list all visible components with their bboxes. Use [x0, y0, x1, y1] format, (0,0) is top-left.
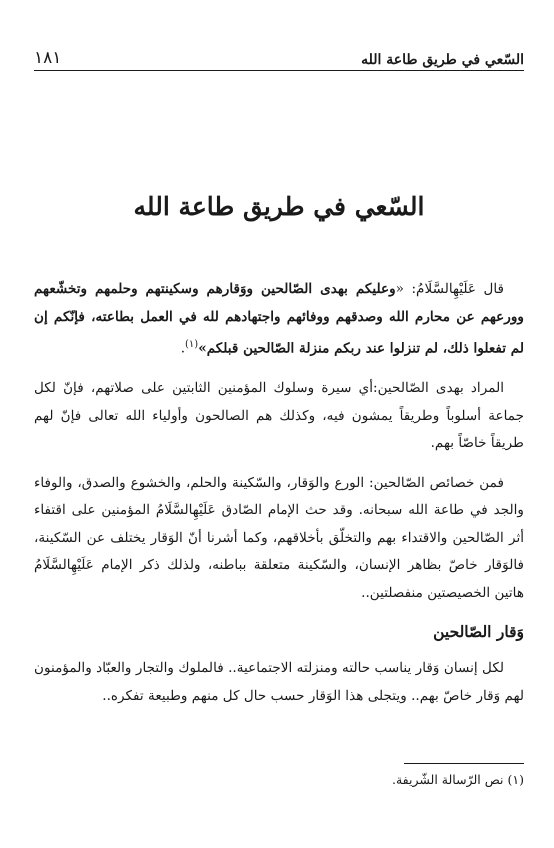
header-rule [34, 70, 524, 71]
section-heading: وَقار الصّالحين [433, 622, 524, 642]
running-header [34, 38, 524, 68]
quote-close: » [198, 340, 207, 357]
quote-end: . [180, 340, 186, 357]
paragraph-quote [34, 276, 524, 363]
running-title: السّعي في طريق طاعة الله [361, 52, 524, 68]
footnote [34, 770, 524, 790]
footnote-rule [404, 763, 524, 764]
footnote-number: (١) [507, 772, 524, 787]
quote-text: وعليكم بهدى الصّالحين ووَقارهم وسكينتهم وحلمهم وتخشّعهم وورعهم عن محارم الله وصدقهم ووفائهم واجتهادهم لله في العمل بطاعته، فإنّكم إن لم تفعلوا ذلك، لم تنزلوا عند ربكم منزلة الصّالحين قبلكم [34, 281, 524, 357]
page-number: ١٨١ [34, 48, 62, 68]
paragraph-traits: فمن خصائص الصّالحين: الورع والوَقار، والسّكينة والحلم، والخشوع والصدق، والوفاء والجد في طاعة الله سبحانه. وقد حث الإمام الصّادق عَلَيْهِالسَّلَامُ المؤمنين على اقتفاء أثر الصّالحين والاقتداء بهم والتخلّق بأخلاقهم، وكما أشرنا أنّ الوَقار يختلف عن السّكينة، فالوَقار خاصّ بظاهر الإنسان، والسّكينة متعلقة بباطنه، ولذلك ذكر الإمام عَلَيْهِالسَّلَامُ هاتين الخصيصتين منفصلتين.. [34, 474, 524, 601]
paragraph-definition: المراد بهدى الصّالحين:أي سيرة وسلوك المؤمنين الثابتين على صلاتهم، فإنّ لكل جماعة أسلوباً وطريقاً يمشون فيه، وكذلك هم الصالحون وأولياء الله تعالى فإنّ لهم طريقاً خاصّاً بهم. [34, 380, 524, 452]
footnote-marker: (١) [185, 339, 199, 350]
paragraph-dignity: لكل إنسان وَقار يناسب حالته ومنزلته الاجتماعية.. فالملوك والتجار والعبّاد والمؤمنون لهم وَقار خاصّ بهم.. ويتجلى هذا الوَقار حسب حال كل منهم وطبيعة تفكره.. [34, 660, 524, 704]
chapter-title: السّعي في طريق طاعة الله [133, 192, 425, 221]
footnote-text: نص الرّسالة الشّريفة. [391, 772, 504, 787]
body-text [34, 276, 524, 722]
quote-intro: قال عَلَيْهِالسَّلَامُ: « [395, 281, 504, 297]
